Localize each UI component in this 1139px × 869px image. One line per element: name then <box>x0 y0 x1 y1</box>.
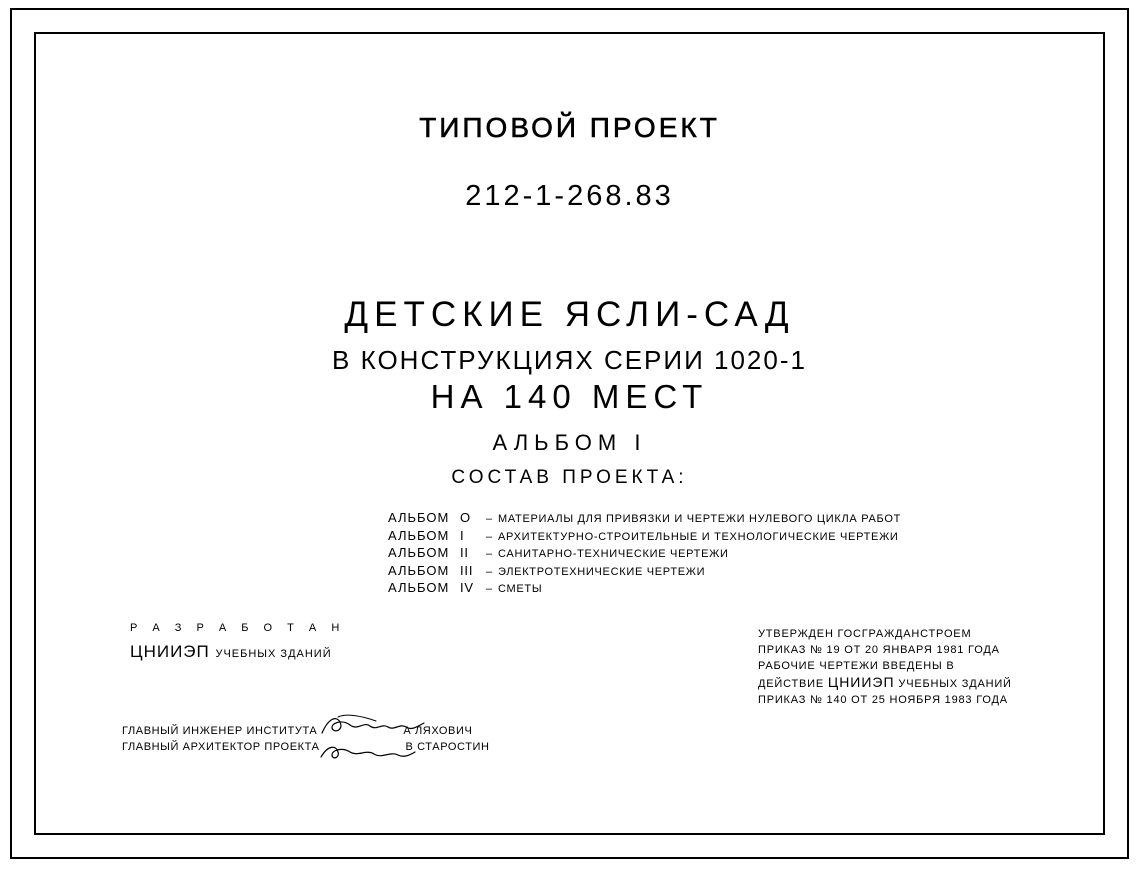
album-number-value: I <box>460 527 465 543</box>
dash-separator: – <box>486 583 493 595</box>
list-item <box>388 563 1028 581</box>
contents-list <box>388 510 1028 598</box>
album-label: АЛЬБОМ <box>388 580 450 595</box>
album-description: САНИТАРНО-ТЕХНИЧЕСКИЕ ЧЕРТЕЖИ <box>498 548 729 560</box>
developer-block <box>130 622 345 662</box>
capacity-subtitle: НА 140 МЕСТ <box>430 378 709 415</box>
approval-line-5: ПРИКАЗ № 140 ОТ 25 НОЯБРЯ 1983 ГОДА <box>758 694 1008 706</box>
document-type-heading: ТИПОВОЙ ПРОЕКТ <box>419 112 720 143</box>
album-number: АЛЬБОМ I <box>492 430 647 455</box>
approval-line-4 <box>758 674 1012 692</box>
approval-org-suffix: УЧЕБНЫХ ЗДАНИЙ <box>898 678 1012 690</box>
dash-separator: – <box>486 565 493 578</box>
signature-role: ГЛАВНЫЙ АРХИТЕКТОР ПРОЕКТА <box>122 741 320 753</box>
approval-block <box>758 626 1012 708</box>
dash-separator: – <box>486 548 493 560</box>
album-label: АЛЬБОМ <box>388 527 450 543</box>
album-label: АЛЬБОМ <box>388 545 450 560</box>
album-number-value: О <box>460 510 471 525</box>
approval-line-3: РАБОЧИЕ ЧЕРТЕЖИ ВВЕДЕНЫ В <box>758 660 955 672</box>
signature-row <box>122 739 490 755</box>
album-description: АРХИТЕКТУРНО-СТРОИТЕЛЬНЫЕ И ТЕХНОЛОГИЧЕСКИЕ ЧЕРТЕЖИ <box>498 530 899 543</box>
series-subtitle: В КОНСТРУКЦИЯХ СЕРИИ 1020-1 <box>332 345 807 375</box>
signature-name: А ЛЯХОВИЧ <box>403 725 473 737</box>
approval-line-1: УТВЕРЖДЕН ГОСГРАЖДАНСТРОЕМ <box>758 628 972 640</box>
album-description: ЭЛЕКТРОТЕХНИЧЕСКИЕ ЧЕРТЕЖИ <box>498 565 706 578</box>
signature-role: ГЛАВНЫЙ ИНЖЕНЕР ИНСТИТУТА <box>122 725 318 737</box>
album-label: АЛЬБОМ <box>388 562 450 578</box>
album-number-value: III <box>460 562 474 578</box>
album-label: АЛЬБОМ <box>388 510 450 525</box>
page-title: ДЕТСКИЕ ЯСЛИ-САД <box>344 295 795 334</box>
album-description: СМЕТЫ <box>498 583 543 595</box>
project-code: 212-1-268.83 <box>465 180 674 212</box>
album-description: МАТЕРИАЛЫ ДЛЯ ПРИВЯЗКИ И ЧЕРТЕЖИ НУЛЕВОГО ЦИКЛА РАБОТ <box>498 513 902 525</box>
approval-line-2: ПРИКАЗ № 19 ОТ 20 ЯНВАРЯ 1981 ГОДА <box>758 644 1000 656</box>
signature-name: В СТАРОСТИН <box>405 741 490 753</box>
list-item <box>388 510 1028 528</box>
developer-org-suffix: УЧЕБНЫХ ЗДАНИЙ <box>215 648 332 660</box>
dash-separator: – <box>486 513 493 525</box>
signature-row <box>122 723 490 739</box>
list-item <box>388 580 1028 598</box>
developer-org-name: ЦНИИЭП <box>130 642 210 661</box>
album-number-value: IV <box>460 580 474 595</box>
contents-heading: СОСТАВ ПРОЕКТА: <box>451 467 688 488</box>
list-item <box>388 545 1028 563</box>
approval-line-4-prefix: ДЕЙСТВИЕ <box>758 678 824 690</box>
dash-separator: – <box>486 530 493 543</box>
signature-block <box>122 723 490 755</box>
list-item <box>388 528 1028 546</box>
developer-organization <box>130 642 345 662</box>
album-number-value: II <box>460 545 469 560</box>
developer-label: Р А З Р А Б О Т А Н <box>130 622 346 634</box>
approval-org-name: ЦНИИЭП <box>827 674 895 690</box>
